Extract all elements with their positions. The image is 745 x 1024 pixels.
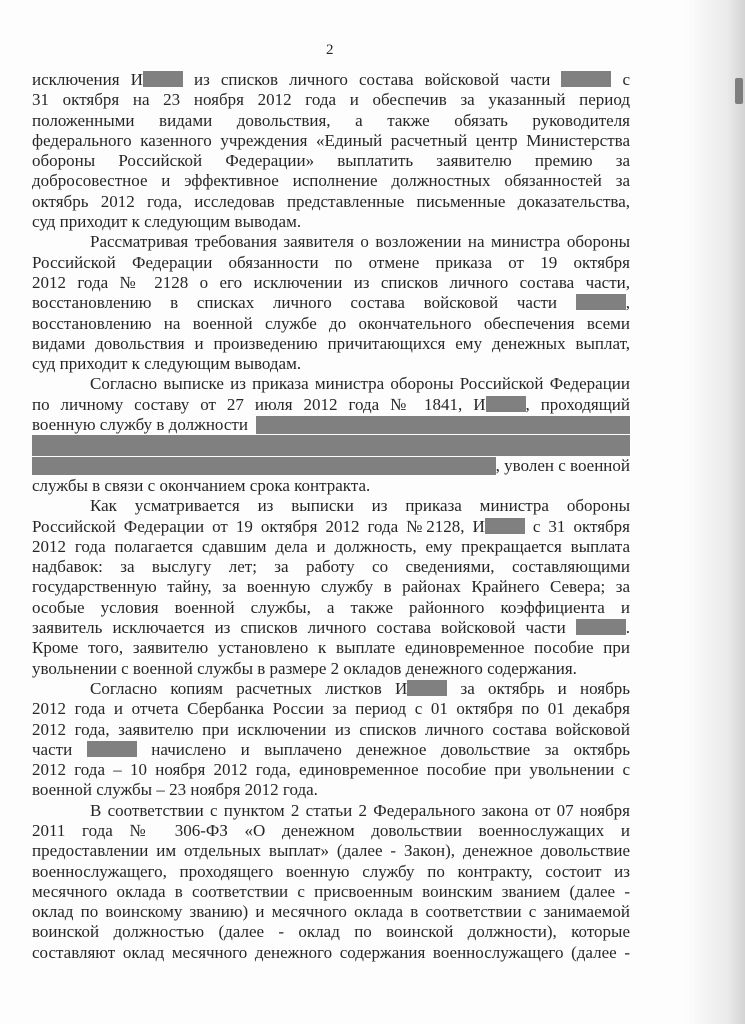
text-line (32, 699, 630, 719)
text-segment: Как усматривается из выписки из приказа министра обороны (90, 496, 630, 516)
text-segment: 31 октября на 23 ноября 2012 года и обеспечив за указанный период (32, 90, 630, 110)
text-line (32, 90, 630, 110)
text-segment: составляют оклад месячного денежного содержания военнослужащего (далее - (32, 942, 630, 962)
text-segment: 2012 года – 10 ноября 2012 года, единовременное пособие при увольнении с (32, 760, 630, 780)
text-segment: увольнении с военной службы в размере 2 окладов денежного содержания. (32, 658, 577, 678)
text-line (32, 659, 630, 679)
text-line (32, 70, 630, 90)
text-line (32, 171, 630, 191)
text-line (32, 293, 630, 313)
text-segment: военнослужащего, проходящего военную службу по контракту, состоит из (32, 861, 630, 881)
document-body (32, 70, 630, 963)
text-segment: В соответствии с пунктом 2 статьи 2 Федерального закона от 07 ноября (90, 800, 630, 820)
text-line (32, 314, 630, 334)
text-segment: части (32, 739, 87, 759)
text-line (32, 882, 630, 902)
text-line (32, 780, 630, 800)
text-segment: положенными видами довольствия, а также обязать руководителя (32, 110, 630, 130)
text-line (32, 415, 630, 435)
text-segment: 2012 года № 2128 о его исключении из списков личного состава части, (32, 272, 630, 292)
text-segment: восстановлению на военной службе до окончательного обеспечения всеми (32, 313, 630, 333)
text-segment: с (611, 70, 630, 89)
text-line (32, 395, 630, 415)
text-segment: начислено и выплачено денежное довольствие за октябрь (136, 739, 630, 759)
text-line (32, 435, 630, 455)
text-line (32, 821, 630, 841)
text-segment: суд приходит к следующим выводам. (32, 354, 302, 374)
redaction-block (576, 619, 626, 635)
text-segment: Российской Федерации обязанности по отмене приказа от 19 октября (32, 252, 630, 272)
redaction-block (143, 71, 183, 87)
text-segment: по личному составу от 27 июля 2012 года № 1841, И (32, 394, 486, 414)
text-line (32, 943, 630, 963)
redaction-block (485, 518, 525, 534)
text-segment: Согласно выписке из приказа министра обороны Российской Федерации (90, 374, 630, 394)
redaction-block (407, 680, 447, 696)
text-segment: военной службы – 23 ноября 2012 года. (32, 780, 318, 800)
text-line (32, 334, 630, 354)
text-segment: особые условия военной службы, а также районного коэффициента и (32, 597, 630, 617)
text-segment: октябрь 2012 года, исследовав представленные письменные доказательства, (32, 191, 630, 211)
text-segment: за октябрь и ноябрь (447, 678, 630, 698)
text-segment: , уволен с военной (495, 455, 630, 475)
text-line (32, 841, 630, 861)
text-segment: 2011 года № 306-ФЗ «О денежном довольствии военнослужащих и (32, 820, 630, 840)
text-line (32, 354, 630, 374)
text-segment: суд приходит к следующим выводам. (32, 212, 302, 232)
text-segment: 2012 года полагается сдавшим дела и должность, ему прекращается выплата (32, 536, 630, 556)
scan-artifact (735, 78, 743, 104)
text-line (32, 760, 630, 780)
redaction-block (32, 435, 630, 456)
text-line (32, 253, 630, 273)
text-segment: воинской должностью (далее - оклад по воинской должности), которые (32, 922, 630, 942)
text-segment: Российской Федерации от 19 октября 2012 года №2128, И (32, 516, 485, 536)
redaction-block (32, 457, 496, 475)
text-line (32, 537, 630, 557)
text-segment: 2012 года, заявителю при исключении из списков личного состава войсковой (32, 719, 630, 739)
text-segment: восстановлению в списках личного состава войсковой части (32, 293, 576, 313)
text-line (32, 922, 630, 942)
text-segment: с 31 октября (524, 516, 630, 536)
text-line (32, 638, 630, 658)
text-line (32, 192, 630, 212)
text-line (32, 476, 630, 496)
text-line (32, 740, 630, 760)
text-segment: Кроме того, заявителю установлено к выплате единовременное пособие при (32, 638, 630, 658)
text-segment: исключения И (32, 70, 143, 89)
text-line (32, 801, 630, 821)
text-segment: федерального казенного учреждения «Единый расчетный центр Министерства (32, 130, 630, 150)
text-line (32, 902, 630, 922)
text-segment: надбавок: за выслугу лет; за работу со сведениями, составляющими (32, 557, 630, 577)
text-line (32, 679, 630, 699)
scan-shadow (685, 0, 745, 1024)
text-line (32, 577, 630, 597)
page-number: 2 (326, 42, 334, 58)
text-segment: предоставлении им отдельных выплат» (далее - Закон), денежное довольствие (32, 841, 630, 861)
redaction-block (87, 741, 137, 757)
text-segment: оклад по воинскому званию) и месячного оклада в соответствии с занимаемой (32, 902, 630, 922)
text-line (32, 111, 630, 131)
redaction-block (486, 396, 526, 412)
text-segment: Согласно копиям расчетных листков И (90, 678, 408, 698)
text-line (32, 131, 630, 151)
text-segment: из списков личного состава войсковой части (182, 70, 562, 89)
text-segment: заявитель исключается из списков личного состава войсковой части (32, 618, 576, 638)
text-segment: военную службу в должности (32, 415, 248, 435)
text-line (32, 456, 630, 476)
redaction-block (561, 71, 611, 87)
text-segment: месячного оклада в соответствии с присвоенным воинским званием (далее - (32, 881, 630, 901)
text-line (32, 557, 630, 577)
text-segment: . (625, 618, 630, 638)
text-line (32, 618, 630, 638)
text-segment: обороны Российской Федерации» выплатить заявителю премию за (32, 151, 630, 171)
text-line (32, 862, 630, 882)
text-line (32, 517, 630, 537)
text-segment: государственную тайну, за военную службу в районах Крайнего Севера; за (32, 577, 630, 597)
text-segment: видами довольствия и произведению причитающихся ему денежных выплат, (32, 333, 630, 353)
text-segment: Рассматривая требования заявителя о возложении на министра обороны (90, 232, 630, 252)
text-line (32, 212, 630, 232)
text-segment: службы в связи с окончанием срока контракта. (32, 475, 371, 495)
redaction-block (256, 416, 630, 434)
text-segment: 2012 года и отчета Сбербанка России за период с 01 октября по 01 декабря (32, 699, 630, 719)
text-line (32, 374, 630, 394)
redaction-block (576, 294, 626, 310)
text-line (32, 232, 630, 252)
text-line (32, 151, 630, 171)
text-segment: , (625, 293, 630, 313)
text-line (32, 720, 630, 740)
text-segment: добросовестное и эффективное исполнение должностных обязанностей за (32, 171, 630, 191)
text-line (32, 273, 630, 293)
text-line (32, 598, 630, 618)
text-line (32, 496, 630, 516)
text-segment: , проходящий (525, 394, 630, 414)
